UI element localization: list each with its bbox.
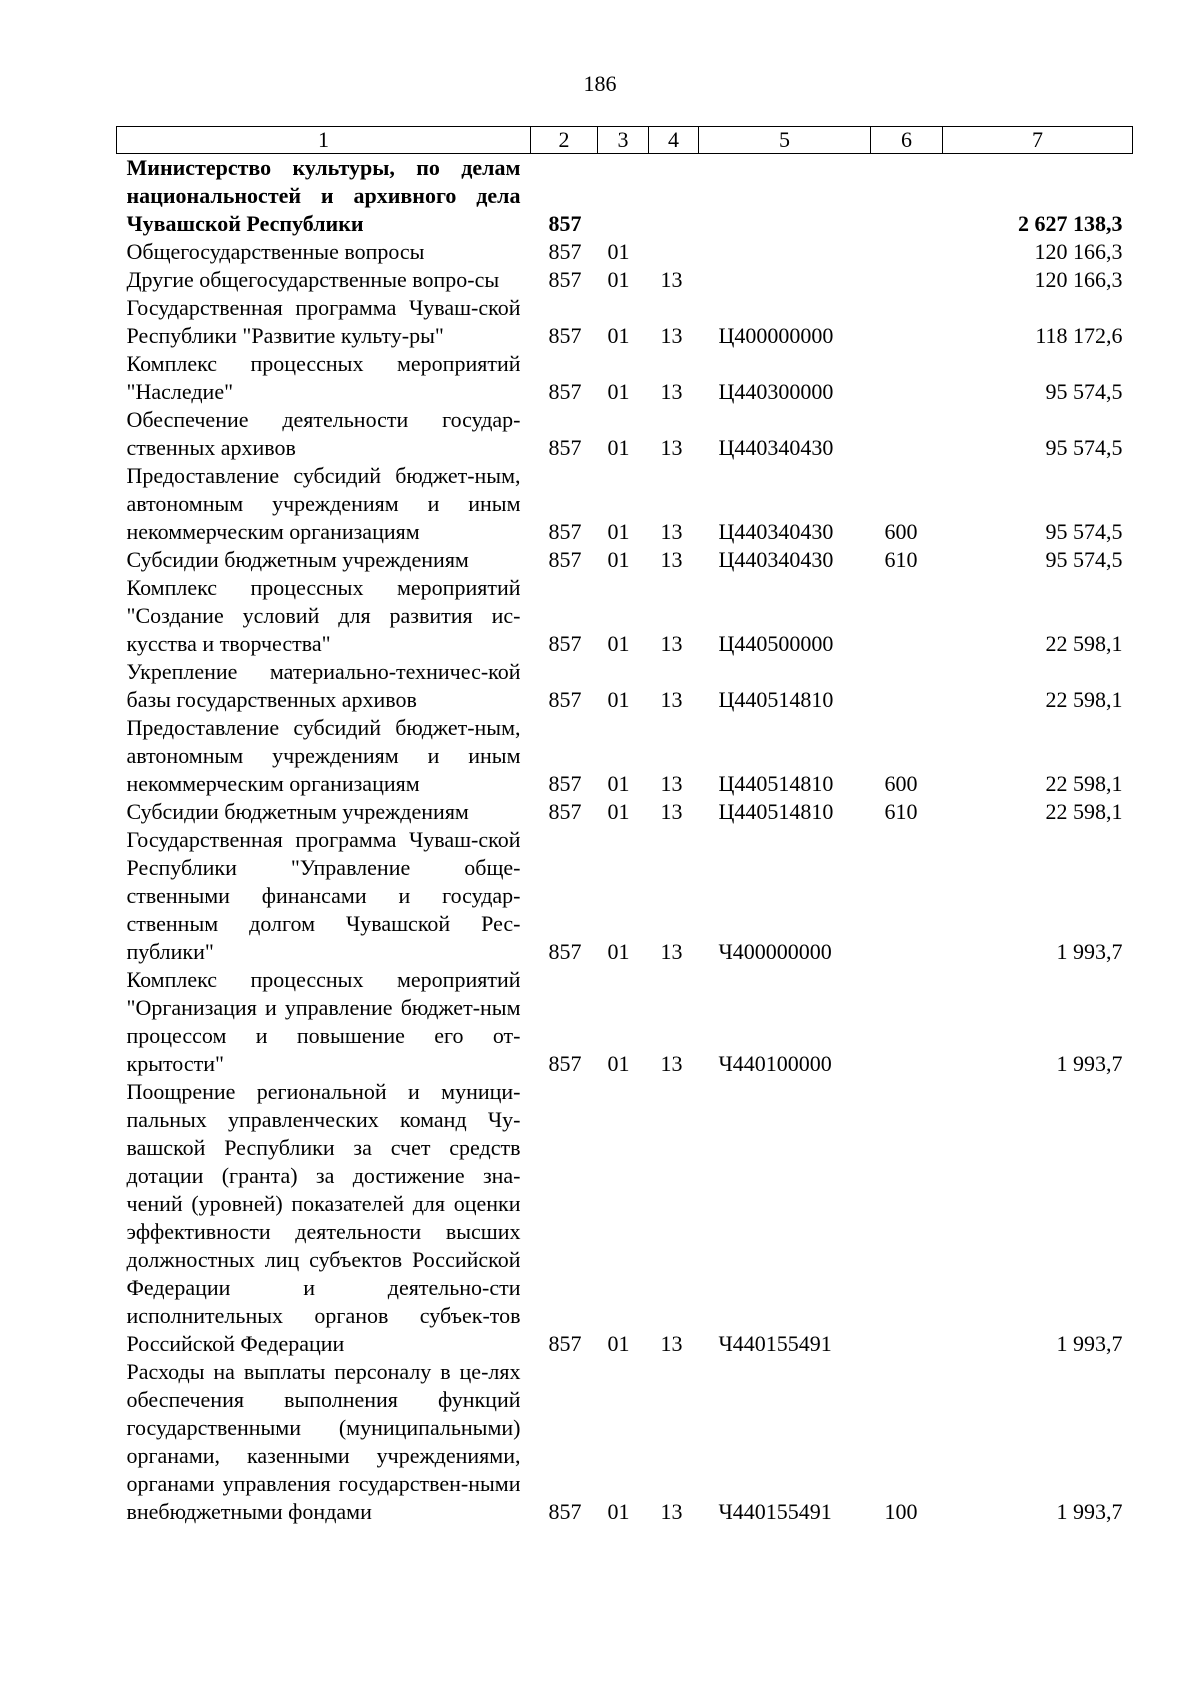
- row-amount: 1 993,7: [1056, 1499, 1123, 1524]
- row-target-article: Ц440500000: [718, 631, 834, 656]
- row-subsection-code: 13: [660, 1051, 683, 1076]
- row-name: Поощрение региональной и муници-пальных управленческих команд Чу-вашской Республики за счет средств дотации (гранта) за достижение зна-чений (уровней) показателей для оценки эффективности деятельности высших должностных лиц субъектов Российской Федерации и деятельно-сти исполнительных органов субъек-тов Российской Федерации: [126, 1079, 521, 1356]
- row-subsection-code: 13: [660, 1331, 683, 1356]
- row-expense-type: [871, 238, 943, 266]
- row-target-article: [699, 266, 871, 294]
- row-subsection-code: [649, 238, 699, 266]
- header-col-6: 6: [871, 127, 943, 154]
- row-ministry-code: 857: [548, 799, 582, 824]
- row-amount: 22 598,1: [1045, 631, 1123, 656]
- header-col-3: 3: [598, 127, 649, 154]
- row-expense-type: [871, 574, 943, 658]
- row-amount: 22 598,1: [1045, 687, 1123, 712]
- row-amount: 2 627 138,3: [1018, 211, 1123, 236]
- row-subsection-code: 13: [660, 799, 683, 824]
- row-target-article: Ц440340430: [718, 435, 834, 460]
- header-col-5: 5: [699, 127, 871, 154]
- row-subsection-code: 13: [660, 631, 683, 656]
- row-section-code: 01: [607, 631, 630, 656]
- table-row: [117, 462, 1133, 546]
- row-section-code: 01: [607, 519, 630, 544]
- row-name: Обеспечение деятельности государ-ственных архивов: [126, 407, 521, 460]
- table-row: [117, 154, 1133, 239]
- row-ministry-code: 857: [548, 239, 582, 264]
- row-target-article: Ц440300000: [718, 379, 834, 404]
- row-section-code: 01: [607, 547, 630, 572]
- row-target-article: Ч440155491: [718, 1331, 832, 1356]
- row-subsection-code: 13: [660, 379, 683, 404]
- table-row: [117, 714, 1133, 798]
- row-ministry-code: 857: [548, 1331, 582, 1356]
- row-subsection-code: 13: [660, 771, 683, 796]
- table-row: [117, 826, 1133, 966]
- row-target-article: Ч440100000: [718, 1051, 832, 1076]
- row-target-article: Ц440340430: [718, 547, 834, 572]
- row-section-code: 01: [607, 1051, 630, 1076]
- row-expense-type: [871, 826, 943, 966]
- row-section-code: 01: [607, 1331, 630, 1356]
- row-subsection-code: 13: [660, 547, 683, 572]
- header-col-4: 4: [649, 127, 699, 154]
- table-row: [117, 966, 1133, 1078]
- row-target-article: [699, 238, 871, 266]
- header-row: [117, 127, 1133, 154]
- table-row: [117, 350, 1133, 406]
- row-expense-type: [871, 658, 943, 714]
- row-ministry-code: 857: [548, 687, 582, 712]
- row-amount: 95 574,5: [1045, 379, 1123, 404]
- row-expense-type: [871, 294, 943, 350]
- row-subsection-code: 13: [660, 1499, 683, 1524]
- row-name: Комплекс процессных мероприятий "Создание условий для развития ис-кусства и творчества": [126, 575, 521, 656]
- row-expense-type: [871, 350, 943, 406]
- row-amount: 95 574,5: [1045, 547, 1123, 572]
- table-row: [117, 266, 1133, 294]
- row-amount: 1 993,7: [1056, 939, 1123, 964]
- row-name: Субсидии бюджетным учреждениям: [126, 799, 469, 824]
- table-body: [117, 154, 1133, 1527]
- row-target-article: [699, 154, 871, 239]
- row-amount: 120 166,3: [1034, 239, 1123, 264]
- row-ministry-code: 857: [548, 435, 582, 460]
- row-ministry-code: 857: [548, 1499, 582, 1524]
- row-expense-type: [871, 1078, 943, 1358]
- row-subsection-code: 13: [660, 323, 683, 348]
- row-amount: 1 993,7: [1056, 1051, 1123, 1076]
- row-section-code: 01: [607, 771, 630, 796]
- row-target-article: Ц440514810: [718, 799, 834, 824]
- table-header: [117, 127, 1133, 154]
- budget-table: [116, 126, 1133, 1526]
- row-name: Комплекс процессных мероприятий "Наследие": [126, 351, 521, 404]
- row-section-code: 01: [607, 239, 630, 264]
- table-row: [117, 658, 1133, 714]
- row-amount: 1 993,7: [1056, 1331, 1123, 1356]
- table-row: [117, 798, 1133, 826]
- header-col-1: 1: [117, 127, 531, 154]
- row-section-code: 01: [607, 687, 630, 712]
- row-section-code: 01: [607, 323, 630, 348]
- row-amount: 120 166,3: [1034, 267, 1123, 292]
- row-ministry-code: 857: [548, 267, 582, 292]
- table-row: [117, 1078, 1133, 1358]
- table-row: [117, 574, 1133, 658]
- row-subsection-code: 13: [660, 687, 683, 712]
- row-expense-type: 610: [884, 547, 918, 572]
- row-ministry-code: 857: [548, 939, 582, 964]
- row-target-article: Ч440155491: [718, 1499, 832, 1524]
- row-name: Предоставление субсидий бюджет-ным, автономным учреждениям и иным некоммерческим организациям: [126, 463, 521, 544]
- row-ministry-code: 857: [548, 379, 582, 404]
- table-row: [117, 546, 1133, 574]
- table-row: [117, 1358, 1133, 1526]
- row-subsection-code: 13: [660, 519, 683, 544]
- row-name: Государственная программа Чуваш-ской Республики "Развитие культу-ры": [126, 295, 521, 348]
- row-expense-type: 600: [884, 771, 918, 796]
- row-name: Субсидии бюджетным учреждениям: [126, 547, 469, 572]
- row-target-article: Ц440340430: [718, 519, 834, 544]
- row-subsection-code: 13: [660, 939, 683, 964]
- row-target-article: Ц440514810: [718, 687, 834, 712]
- row-name: Министерство культуры, по делам национальностей и архивного дела Чувашской Республики: [126, 155, 521, 236]
- header-col-7: 7: [943, 127, 1133, 154]
- row-expense-type: 610: [884, 799, 918, 824]
- row-amount: 118 172,6: [1035, 323, 1123, 348]
- row-ministry-code: 857: [548, 323, 582, 348]
- row-target-article: Ц440514810: [718, 771, 834, 796]
- table-row: [117, 238, 1133, 266]
- row-ministry-code: 857: [548, 547, 582, 572]
- row-expense-type: [871, 406, 943, 462]
- row-expense-type: [871, 966, 943, 1078]
- table-row: [117, 294, 1133, 350]
- row-ministry-code: 857: [548, 519, 582, 544]
- row-subsection-code: 13: [660, 267, 683, 292]
- row-ministry-code: 857: [548, 771, 582, 796]
- row-name: Комплекс процессных мероприятий "Организация и управление бюджет-ным процессом и повышение его от-крытости": [126, 967, 521, 1076]
- row-amount: 95 574,5: [1045, 435, 1123, 460]
- row-ministry-code: 857: [548, 1051, 582, 1076]
- row-section-code: 01: [607, 379, 630, 404]
- row-expense-type: [871, 266, 943, 294]
- row-section-code: 01: [607, 939, 630, 964]
- row-section-code: 01: [607, 267, 630, 292]
- page-number: 186: [583, 71, 617, 96]
- row-ministry-code: 857: [548, 631, 582, 656]
- row-ministry-code: 857: [548, 211, 582, 236]
- row-expense-type: 600: [884, 519, 918, 544]
- row-section-code: [598, 154, 649, 239]
- row-amount: 22 598,1: [1045, 799, 1123, 824]
- header-col-2: 2: [531, 127, 598, 154]
- row-expense-type: [871, 154, 943, 239]
- row-subsection-code: [649, 154, 699, 239]
- row-target-article: Ч400000000: [718, 939, 832, 964]
- row-name: Расходы на выплаты персоналу в це-лях обеспечения выполнения функций государственными (муниципальными) органами, казенными учреждениями, органами управления государствен-ными внебюджетными фондами: [126, 1359, 521, 1524]
- row-section-code: 01: [607, 799, 630, 824]
- row-name: Другие общегосударственные вопро-сы: [126, 267, 500, 292]
- row-amount: 22 598,1: [1045, 771, 1123, 796]
- row-subsection-code: 13: [660, 435, 683, 460]
- row-name: Государственная программа Чуваш-ской Республики "Управление обще-ственными финансами и государ-ственным долгом Чувашской Рес-публики": [126, 827, 521, 964]
- row-name: Предоставление субсидий бюджет-ным, автономным учреждениям и иным некоммерческим организациям: [126, 715, 521, 796]
- row-expense-type: 100: [884, 1499, 918, 1524]
- table-row: [117, 406, 1133, 462]
- row-amount: 95 574,5: [1045, 519, 1123, 544]
- row-section-code: 01: [607, 1499, 630, 1524]
- row-name: Общегосударственные вопросы: [126, 239, 425, 264]
- row-name: Укрепление материально-техничес-кой базы государственных архивов: [126, 659, 521, 712]
- row-section-code: 01: [607, 435, 630, 460]
- row-target-article: Ц400000000: [718, 323, 834, 348]
